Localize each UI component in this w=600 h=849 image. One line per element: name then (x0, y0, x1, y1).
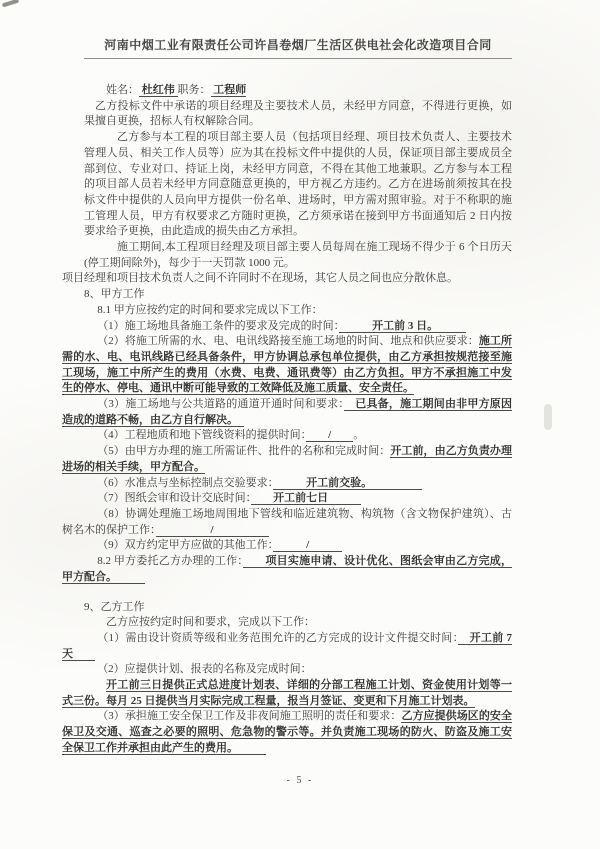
filled-value: 已具备，施工期间由非甲方原因造成的道路不畅，由乙方自行解决。 (62, 398, 513, 426)
filled-value: 开工前交验。 (273, 476, 422, 489)
text-run: 乙方应按约定时间和要求，完成以下工作： (106, 616, 315, 629)
text-run: （4）工程地质和地下管线资料的提供时间： (97, 429, 307, 442)
text-run: （1）需由设计资质等级和业务范围允许的乙方完成的设计文件提交时间： (97, 631, 459, 644)
paragraph (84, 130, 512, 240)
filled-value: / (306, 429, 354, 442)
document-content (62, 38, 512, 757)
paragraph (62, 538, 512, 554)
document-title: 河南中烟工业有限责任公司许昌卷烟厂生活区供电社会化改造项目合同 (84, 38, 512, 59)
paragraph (62, 631, 512, 662)
text-run: （7）图纸会审和设计交底时间： (97, 492, 252, 505)
filled-value: / (155, 523, 269, 536)
filled-value: 开工前七日 (251, 492, 362, 505)
text-run: 施工期间,本工程项目经理及项目部主要人员每周在施工现场不得少于 6 个日历天(停工期间除外)，每少于一天罚款 1000 元。 (84, 241, 512, 269)
text-run: （3）承担施工安全保卫工作及非夜间施工照明的责任和要求： (97, 710, 402, 723)
paragraph (62, 397, 512, 428)
paragraph (62, 615, 512, 631)
paragraph (62, 83, 512, 99)
paragraph (62, 678, 512, 709)
text-run: 乙方参与本工程的项目部主要人员（包括项目经理、项目技术负责人、主要技术管理人员、相关工作人员等）应为其在投标文件中提供的人员，保证项目部主要成员全部到位、专业对口、持证上岗，未经甲方同意，不得在其他工地兼职。乙方参与本工程的项目部人员若未经甲方同意随意更换的，甲方视乙方违约。乙方在进场前须按其在投标文件中提供的人员向甲方提供一份名单、进场时，甲方需对照审验。对于不称职的施工管理人员，甲方有权要求乙方随时更换，乙方须承诺在接到甲方书面通知后 2 日内按要求给予更换，由此造成的损失由乙方承担。 (84, 131, 512, 238)
text-run: （2）将施工所需的水、电、电讯线路接至施工场地的时间、地点和供应要求： (97, 335, 479, 348)
text-run: （5）由甲方办理的施工所需证件、批件的名称和完成时间： (97, 445, 391, 458)
paragraph (84, 600, 512, 616)
paragraph (84, 240, 512, 271)
text-run: 姓名： (106, 84, 139, 96)
text-run: 乙方投标文件中承诺的项目经理及主要技术人员，未经甲方同意，不得进行更换，如果擅自更换，招标人有权解除合同。 (84, 99, 512, 128)
filled-value: 开工前 7 天 (62, 631, 512, 660)
text-run: 9、乙方工作 (84, 600, 145, 613)
filled-value: 工程师 (210, 84, 247, 96)
filled-value: 施工所需的水、电、电讯线路已经具备条件，甲方协调总承包单位提供，由乙方承担按规范接至施工现场，施工中所产生的费用（水费、电费、通讯费等）由乙方负担。甲方不承担施工中发生的停水、停电、通讯中断可能导致的工效降低及施工质量、安全责任。 (62, 335, 512, 395)
paragraph (62, 319, 512, 335)
paragraph (84, 287, 512, 303)
paragraph (62, 271, 512, 287)
text-run: 。 (353, 429, 365, 442)
paragraph (62, 507, 512, 538)
paragraph (62, 476, 512, 492)
text-run: （2）应提供计划、报表的名称及完成时间： (97, 663, 312, 676)
text-run: （6）水准点与坐标控制点交验要求： (97, 476, 274, 489)
text-run: 8.1 甲方应按约定的时间和要求完成以下工作： (97, 303, 323, 316)
scan-smudge (544, 404, 552, 430)
paragraph (84, 99, 512, 130)
paragraph (62, 709, 512, 756)
text-run: （3）施工场地与公共道路的通道开通时间和要求： (97, 398, 345, 411)
filled-value: 乙方应提供场区的安全保卫及交通、巡查之必要的照明、危急物的警示等。并负责施工现场的防火、防盗及施工安全保卫工作并承担由此产生的费用。 (62, 710, 512, 754)
text-run: （9）双方约定甲方应做的其他工作： (97, 539, 274, 552)
text-run: 8、甲方工作 (84, 288, 145, 301)
text-run: 职务： (177, 84, 211, 96)
paragraph (62, 554, 512, 585)
paragraph (62, 334, 512, 397)
page-number: - 5 - (286, 775, 314, 786)
filled-value: 杜红伟 (139, 84, 178, 96)
paragraph (62, 491, 512, 507)
text-run: 8.2 甲方委托乙方办理的工作： (97, 555, 244, 568)
paragraph (62, 444, 512, 475)
text-run: 项目经理和项目技术负责人之间不许同时不在现场，其它人员之间也应分散休息。 (62, 272, 458, 285)
document-body (62, 83, 512, 757)
paragraph (62, 662, 512, 678)
filled-value: / (273, 539, 343, 552)
text-run: （1）施工场地具备施工条件的要求及完成的时间： (97, 319, 340, 332)
text-run: （8）协调处理施工场地周围地下管线和临近建筑物、构筑物（含文物保护建筑）、古树名木的保护工作： (62, 507, 512, 536)
filled-value: 开工前 3 日。 (339, 319, 466, 332)
paragraph (62, 428, 512, 444)
paragraph (62, 303, 512, 319)
scan-smudge (2, 0, 19, 7)
filled-value: 开工前三日提供正式总进度计划表、详细的分部工程施工计划、资金使用计划等一式三份。每月 25 日提供当月实际完成工程量，报当月签证、变更和下月施工计划表。 (62, 679, 512, 707)
filled-value: 项目实施申请、设计优化、图纸会审由乙方完成，甲方配合。 (62, 555, 513, 583)
filled-value: 开工前，由乙方负责办理进场的相关手续，甲方配合。 (62, 445, 512, 473)
